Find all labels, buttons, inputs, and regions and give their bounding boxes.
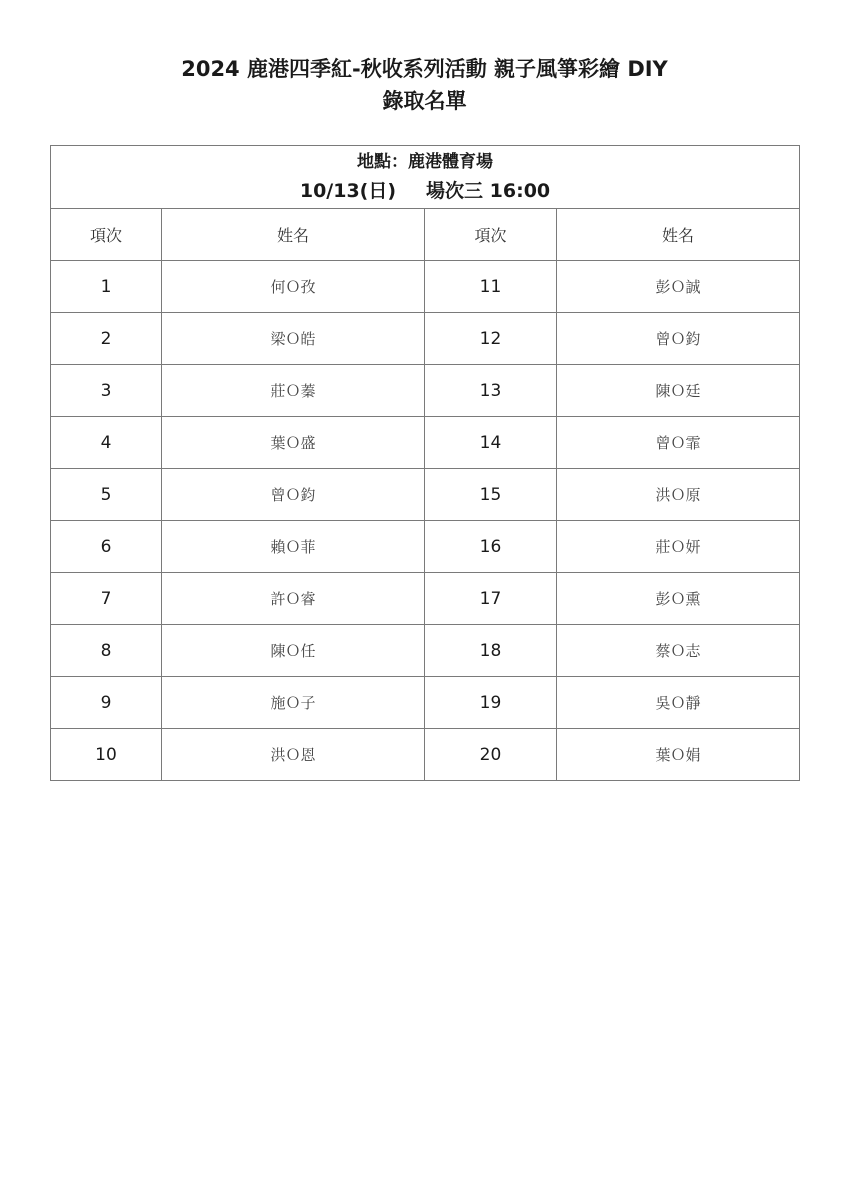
entry-name: 陳Ｏ廷 bbox=[557, 365, 800, 417]
entry-name: 梁Ｏ皓 bbox=[162, 313, 425, 365]
venue-location: 地點：鹿港體育場 bbox=[357, 152, 493, 172]
table-row bbox=[51, 729, 800, 781]
entry-number: 6 bbox=[51, 521, 162, 573]
entry-name: 曾Ｏ霏 bbox=[557, 417, 800, 469]
entry-number: 12 bbox=[425, 313, 557, 365]
table-row bbox=[51, 677, 800, 729]
entry-name: 吳Ｏ靜 bbox=[557, 677, 800, 729]
entry-name: 施Ｏ子 bbox=[162, 677, 425, 729]
entry-number: 4 bbox=[51, 417, 162, 469]
table-row bbox=[51, 365, 800, 417]
entry-name: 莊Ｏ蓁 bbox=[162, 365, 425, 417]
entry-name: 莊Ｏ妍 bbox=[557, 521, 800, 573]
session-date: 10/13(日) bbox=[299, 180, 397, 202]
entry-number: 19 bbox=[425, 677, 557, 729]
session-info bbox=[51, 176, 799, 206]
entry-name: 彭Ｏ熏 bbox=[557, 573, 800, 625]
table-row bbox=[51, 625, 800, 677]
entry-number: 18 bbox=[425, 625, 557, 677]
table-row bbox=[51, 469, 800, 521]
entry-name: 葉Ｏ盛 bbox=[162, 417, 425, 469]
entry-number: 8 bbox=[51, 625, 162, 677]
table-row bbox=[51, 573, 800, 625]
entry-number: 15 bbox=[425, 469, 557, 521]
entry-number: 13 bbox=[425, 365, 557, 417]
entry-number: 7 bbox=[51, 573, 162, 625]
entry-name: 陳Ｏ任 bbox=[162, 625, 425, 677]
admission-list-table bbox=[50, 145, 800, 781]
column-header-name-right: 姓名 bbox=[557, 209, 800, 261]
entry-number: 16 bbox=[425, 521, 557, 573]
entry-name: 許Ｏ睿 bbox=[162, 573, 425, 625]
entry-name: 洪Ｏ原 bbox=[557, 469, 800, 521]
table-row bbox=[51, 417, 800, 469]
entry-name: 洪Ｏ恩 bbox=[162, 729, 425, 781]
table-row bbox=[51, 521, 800, 573]
venue-header bbox=[51, 146, 800, 209]
entry-name: 葉Ｏ娟 bbox=[557, 729, 800, 781]
entry-name: 蔡Ｏ志 bbox=[557, 625, 800, 677]
entry-name: 何Ｏ孜 bbox=[162, 261, 425, 313]
column-header-index-left: 項次 bbox=[51, 209, 162, 261]
entry-name: 賴Ｏ菲 bbox=[162, 521, 425, 573]
entry-number: 17 bbox=[425, 573, 557, 625]
document-title: 2024 鹿港四季紅-秋收系列活動 親子風箏彩繪 DIY bbox=[181, 57, 668, 81]
entry-number: 20 bbox=[425, 729, 557, 781]
entry-number: 11 bbox=[425, 261, 557, 313]
column-header-index-right: 項次 bbox=[425, 209, 557, 261]
table-row bbox=[51, 261, 800, 313]
roster-body bbox=[51, 261, 800, 781]
entry-name: 彭Ｏ誠 bbox=[557, 261, 800, 313]
entry-number: 14 bbox=[425, 417, 557, 469]
entry-number: 10 bbox=[51, 729, 162, 781]
entry-name: 曾Ｏ鈞 bbox=[162, 469, 425, 521]
entry-number: 2 bbox=[51, 313, 162, 365]
session-time: 場次三 16:00 bbox=[426, 180, 551, 202]
entry-number: 3 bbox=[51, 365, 162, 417]
document-subtitle: 錄取名單 bbox=[382, 89, 467, 113]
entry-number: 9 bbox=[51, 677, 162, 729]
column-header-name-left: 姓名 bbox=[162, 209, 425, 261]
entry-number: 5 bbox=[51, 469, 162, 521]
table-row bbox=[51, 313, 800, 365]
entry-name: 曾Ｏ鈞 bbox=[557, 313, 800, 365]
entry-number: 1 bbox=[51, 261, 162, 313]
